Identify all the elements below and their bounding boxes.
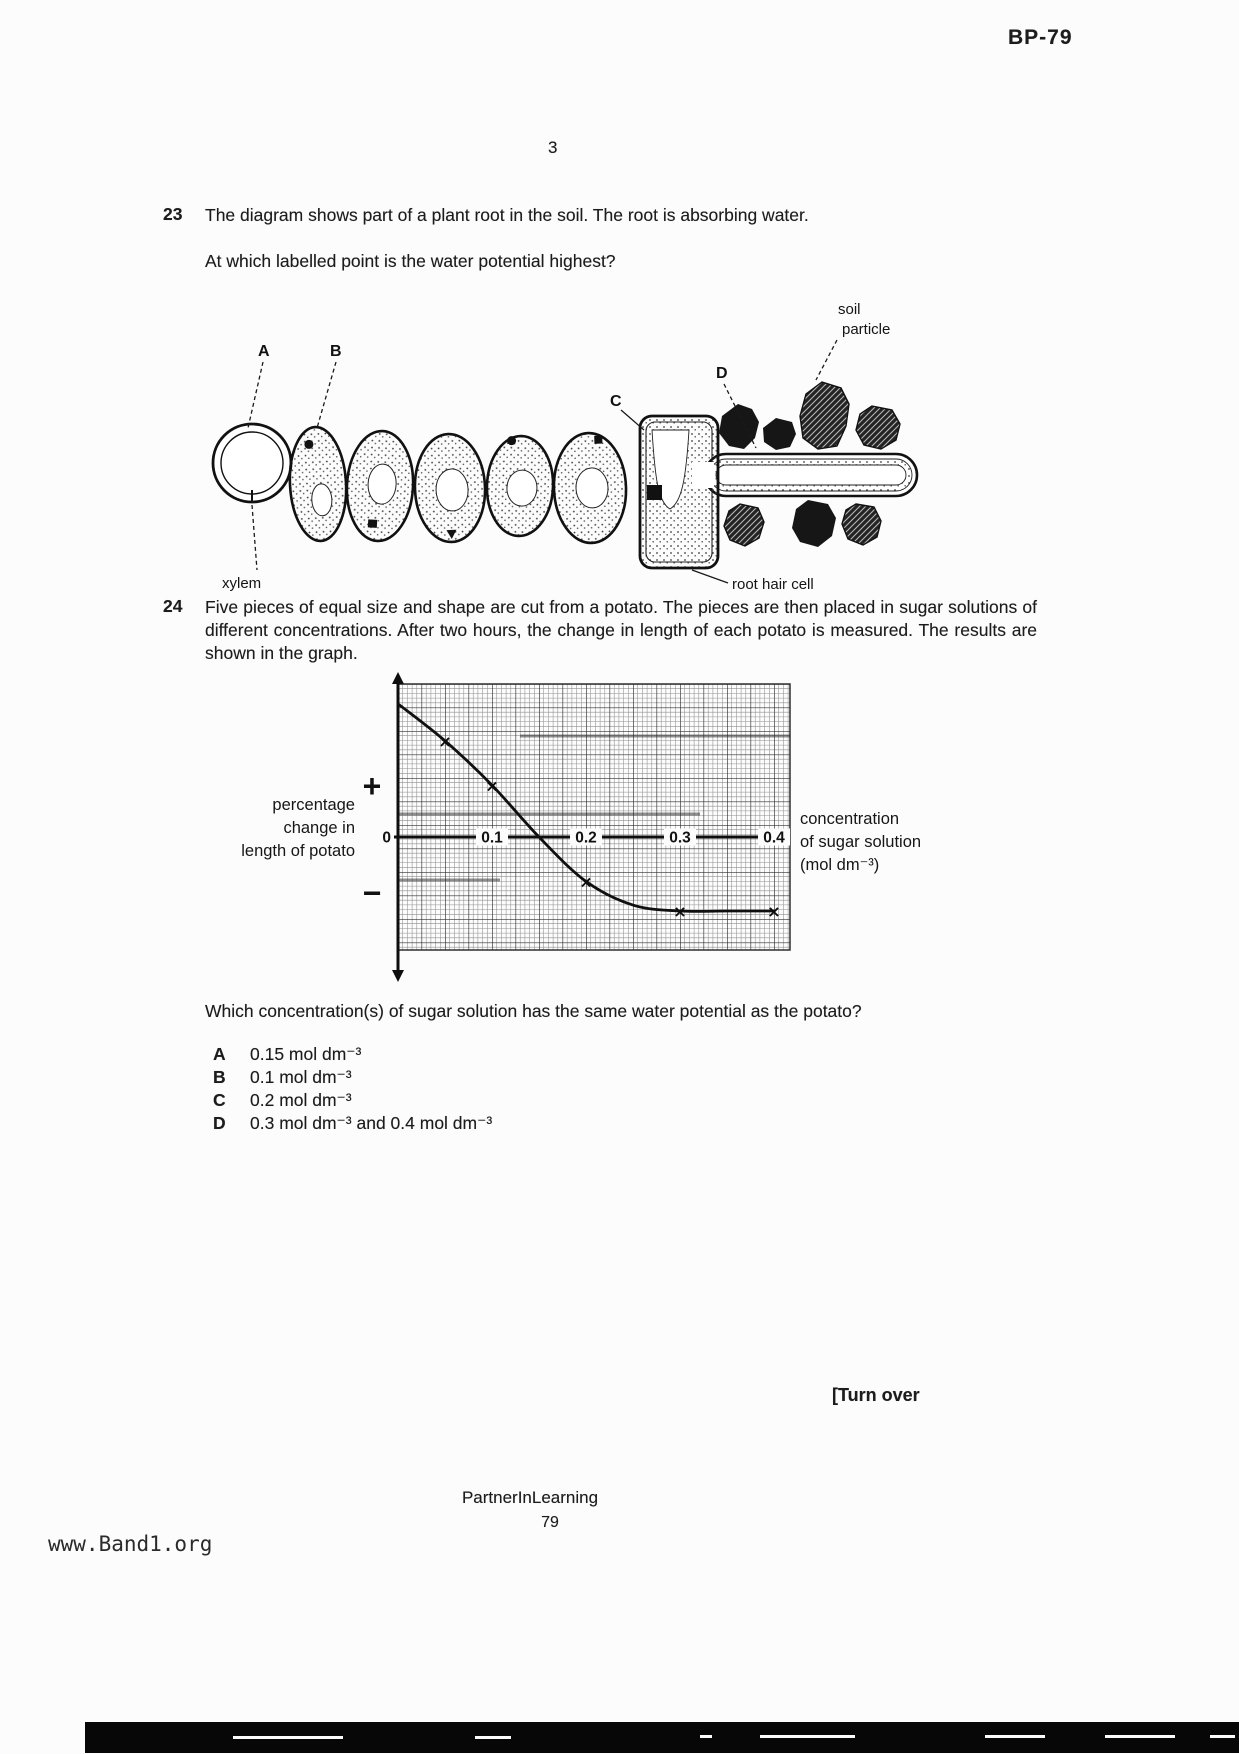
data-point-marker: × xyxy=(485,776,499,796)
bar-dash xyxy=(1105,1735,1175,1738)
bar-dash xyxy=(985,1735,1045,1738)
bar-dash xyxy=(475,1736,511,1739)
x-tick-label: 0 xyxy=(382,829,391,847)
xylem-vessel xyxy=(213,424,291,502)
soil-particle-leader xyxy=(816,340,837,380)
y-label-line1: percentage xyxy=(272,796,355,814)
page-number-bottom: 79 xyxy=(541,1514,559,1531)
root-hair-cell-body xyxy=(640,416,718,568)
option-a-text: 0.15 mol dm⁻³ xyxy=(250,1044,362,1064)
option-a-letter: A xyxy=(213,1044,226,1064)
soil-particle-label-line1: soil xyxy=(838,301,861,318)
y-label-line3: length of potato xyxy=(241,842,355,860)
option-b-text: 0.1 mol dm⁻³ xyxy=(250,1067,352,1087)
q23-text-line1: The diagram shows part of a plant root in the soil. The root is absorbing water. xyxy=(205,205,809,225)
xylem-leader xyxy=(252,505,257,570)
label-a-leader xyxy=(248,362,263,428)
x-label-line3: (mol dm⁻³) xyxy=(800,856,880,874)
data-point-marker: × xyxy=(438,731,452,751)
option-d-text: 0.3 mol dm⁻³ and 0.4 mol dm⁻³ xyxy=(250,1113,493,1133)
footer-brand: PartnerInLearning xyxy=(461,1488,599,1507)
soil-particle-dark xyxy=(792,500,836,547)
scan-edge-bar xyxy=(85,1722,1239,1753)
label-b: B xyxy=(330,343,342,360)
potato-length-graph xyxy=(200,672,1010,984)
y-label-line2: change in xyxy=(283,819,355,837)
soil-particle-label-line2: particle xyxy=(842,321,891,338)
soil-particle-dark xyxy=(763,418,796,450)
label-d: D xyxy=(716,365,728,382)
bar-dash xyxy=(760,1735,855,1738)
q24-intro: Five pieces of equal size and shape are cut from a potato. The pieces are then placed in sugar solutions of different concentrations. After two hours, the change in length of each potato is measured. The results are shown in the graph. xyxy=(205,597,1037,663)
q23-number: 23 xyxy=(163,204,183,224)
x-tick-label: 0.1 xyxy=(481,829,503,847)
option-c-letter: C xyxy=(213,1090,226,1110)
q23-text-line2: At which labelled point is the water potential highest? xyxy=(205,251,616,271)
bar-dash xyxy=(1210,1735,1235,1738)
y-plus-sign: + xyxy=(362,768,382,804)
soil-particle-hatched xyxy=(724,504,764,546)
label-b-leader xyxy=(317,362,336,428)
root-hair-cell-label: root hair cell xyxy=(732,576,814,593)
root-in-soil-diagram xyxy=(200,278,920,600)
q24-question: Which concentration(s) of sugar solution has the same water potential as the potato? xyxy=(205,1001,862,1021)
turn-over-note: [Turn over xyxy=(832,1385,920,1405)
x-tick-label: 0.2 xyxy=(575,829,597,847)
x-label-line2: of sugar solution xyxy=(800,833,922,851)
data-point-marker: × xyxy=(767,902,781,922)
data-point-marker: × xyxy=(673,902,687,922)
doc-code: BP-79 xyxy=(1008,26,1073,49)
soil-particle-hatched xyxy=(856,406,900,449)
label-c-leader xyxy=(621,410,644,430)
x-label-line1: concentration xyxy=(800,810,900,828)
watermark-url: www.Band1.org xyxy=(48,1532,213,1556)
label-a: A xyxy=(258,343,270,360)
xylem-label: xylem xyxy=(222,575,262,592)
root-hair-cell-leader xyxy=(692,570,728,583)
label-c: C xyxy=(610,393,622,410)
data-point-marker: × xyxy=(579,872,593,892)
root-cortex-cells xyxy=(287,426,628,545)
soil-particle-hatched xyxy=(842,504,881,545)
bar-dash xyxy=(233,1736,343,1739)
soil-particle-hatched xyxy=(800,382,849,449)
bar-dash xyxy=(700,1735,712,1738)
y-minus-sign: − xyxy=(362,875,382,911)
x-tick-label: 0.4 xyxy=(763,829,785,847)
q24-number: 24 xyxy=(163,596,183,616)
option-b-letter: B xyxy=(213,1067,226,1087)
page-number-top: 3 xyxy=(548,138,558,157)
option-c-text: 0.2 mol dm⁻³ xyxy=(250,1090,352,1110)
option-d-letter: D xyxy=(213,1113,226,1133)
root-hair-projection xyxy=(705,454,917,496)
x-tick-label: 0.3 xyxy=(669,829,691,847)
